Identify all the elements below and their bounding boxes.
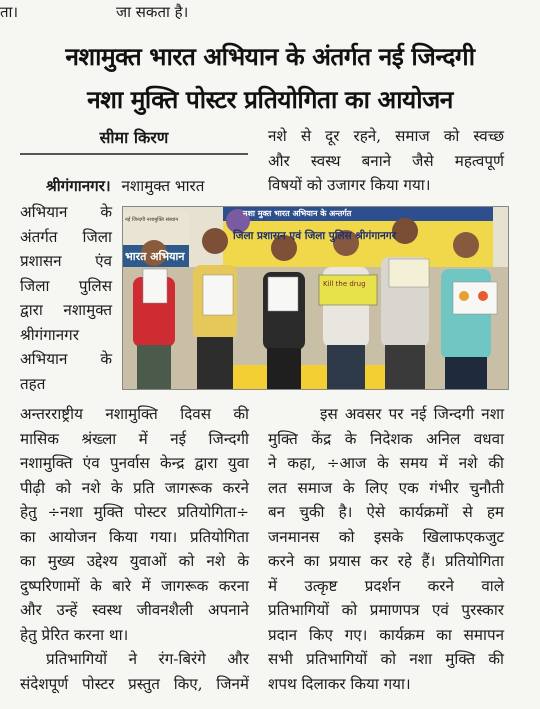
fragment-left: ता। [0,3,19,21]
text-line: में उत्कृष्ट प्रदर्शन करने वाले [268,576,504,595]
photo-poster-label: Kill the drug [323,280,366,288]
text-line: इस अवसर पर नई जिन्दगी नशा [320,405,504,423]
text-line: जिला पुलिस [20,276,112,295]
text-line: हेतु प्रेरित करना था। [20,625,129,644]
text-line: का आयोजन किया गया। प्रतियोगिता [20,527,249,546]
byline-rule [20,153,248,155]
photo-left-panel-big: भारत अभियान [125,250,185,263]
text-line: ने कहा, ÷आज के समय में नशे की [268,454,504,472]
text-line: करने का प्रयास कर रहे हैं। प्रतियोगिता [268,552,504,570]
text-line: द्वारा नशामुक्त [20,301,112,319]
text-line: शपथ दिलाकर किया गया। [268,674,411,693]
text-line: प्रदान किए गए। कार्यक्रम का समापन [268,625,504,644]
text-line: तहत [20,374,46,393]
headline-line-1: नशामुक्त भारत अभियान के अंतर्गत नई जिन्दगी [65,42,475,71]
photo-banner-text-2: जिला प्रशासन एवं जिला पुलिस श्रीगंगानगर [233,230,397,242]
text-line: प्रशासन एंव [20,252,112,270]
text-line: प्रतिभागियों ने रंग-बिरंगे और [46,650,249,668]
text-line: संदेशपूर्ण पोस्टर प्रस्तुत किए, जिनमें [20,674,249,693]
text-line: और उन्हें स्वस्थ जीवनशैली अपनाने [20,601,249,619]
text-line: सभी प्रतिभागियों को नशा मुक्ति की [268,650,504,668]
dateline: श्रीगंगानगर। [46,177,111,195]
text-line: और स्वस्थ बनाने जैसे महत्वपूर्ण [268,151,504,170]
fragment-center: जा सकता है। [116,3,189,21]
text-line: का मुख्य उद्देश्य युवाओं को नशे के [20,552,249,570]
left-main-column [20,402,249,696]
text-line: हेतु ÷नशा मुक्ति पोस्टर प्रतियोगिता÷ [20,503,249,521]
text-line: बन चुकी है। ऐसे कार्यक्रमों से हम [268,503,504,521]
text-line: मुक्ति केंद्र के निदेशक अनिल वधवा [268,429,504,448]
text-line: मासिक श्रंख्ला में नई जिन्दगी [20,429,249,448]
text-line: प्रतिभागियों को प्रमाणपत्र एवं पुरस्कार [268,601,504,619]
text-line: पीढ़ी को नशे के प्रति जागरूक करने [20,478,249,497]
text-line: दुष्परिणामों के बारे में जागरूक करना [20,576,249,595]
dateline-row [46,174,251,199]
text-line: लत समाज के लिए एक गंभीर चुनौती [268,478,504,497]
previous-article-fragment [0,0,540,22]
photo-left-panel-small: नई जिन्दगी नशामुक्ति संस्थान [125,217,179,223]
right-main-column [268,402,504,696]
text-line: नशामुक्ति एंव पुनर्वास केन्द्र द्वारा युवा [20,454,249,472]
text-line: अभियान के [20,203,112,221]
text-line: विषयों को उजागर किया गया। [268,176,431,194]
text-line: श्रीगंगानगर [20,325,79,344]
text-line: नशे से दूर रहने, समाज को स्वच्छ [268,127,504,145]
event-photo [122,206,509,390]
photo-banner-text: नशा मुक्त भारत अभियान के अन्तर्गत [243,209,352,218]
text-line: जनमानस को इसके खिलाफएकजुट [268,527,504,546]
text-line: अन्तरराष्ट्रीय नशामुक्ति दिवस की [20,405,249,423]
headline-line-2: नशा मुक्ति पोस्टर प्रतियोगिता का आयोजन [87,85,453,114]
text-line: अभियान के [20,350,112,368]
intro-first-words: नशामुक्त भारत [121,177,205,195]
right-column-top [268,124,504,198]
left-narrow-column [20,200,112,396]
text-line: अंतर्गत जिला [20,227,112,246]
byline: सीमा किरण [99,128,169,147]
